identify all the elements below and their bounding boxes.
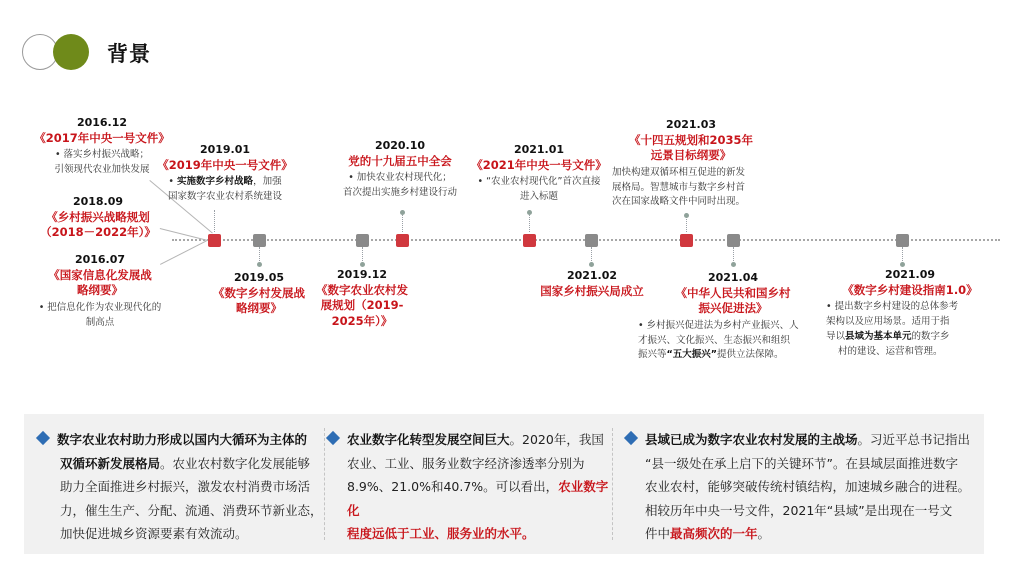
event-desc-bold: “五大振兴” bbox=[666, 349, 718, 361]
dot-2019-12 bbox=[360, 262, 365, 267]
event-2018-09 bbox=[26, 195, 170, 241]
marker-2021-01 bbox=[523, 234, 536, 247]
event-2021-03 bbox=[612, 118, 770, 210]
event-title-line: 振兴促进法》 bbox=[698, 301, 768, 316]
event-date: 2021.09 bbox=[884, 268, 936, 281]
event-desc-line: • 乡村振兴促进法为乡村产业振兴、人 bbox=[638, 319, 799, 331]
event-2016-07 bbox=[26, 253, 174, 330]
event-date: 2020.10 bbox=[374, 139, 426, 152]
card-line: 助力全面推进乡村振兴，激发农村消费市场活 bbox=[60, 479, 311, 494]
card-line: 相较历年中央一号文件，2021年“县域”是出现在一号文 bbox=[645, 502, 953, 518]
event-date: 2019.12 bbox=[336, 268, 388, 281]
event-title-line: 《十四五规划和2035年 bbox=[628, 132, 753, 147]
stem-2021-04 bbox=[733, 247, 734, 261]
event-2021-02 bbox=[530, 269, 654, 299]
card-text: 8.9%、21.0%和40.7%。可以看出， bbox=[347, 479, 559, 494]
event-desc-line: 加快构建双循环相互促进的新发 bbox=[612, 166, 746, 178]
event-desc bbox=[638, 319, 828, 363]
card-line: 加快促进城乡资源要素有效流动。 bbox=[60, 526, 248, 541]
filled-circle-icon bbox=[53, 34, 89, 70]
card-line bbox=[36, 452, 336, 476]
stem-2019-12 bbox=[362, 247, 363, 261]
stem-2021-01 bbox=[529, 212, 530, 232]
event-desc-line: • 落实乡村振兴战略； bbox=[54, 149, 150, 161]
card-line bbox=[326, 428, 616, 452]
stem-2019-01 bbox=[214, 210, 215, 232]
marker-2021-04 bbox=[727, 234, 740, 247]
event-2020-10 bbox=[330, 139, 470, 201]
event-title-line: 略纲要》 bbox=[236, 301, 282, 316]
event-2021-09 bbox=[826, 268, 994, 359]
dot-2021-09 bbox=[900, 262, 905, 267]
stem-2020-10 bbox=[402, 212, 403, 232]
event-desc-line: 次在国家战略文件中同时出现。 bbox=[612, 196, 746, 208]
event-title-line: 《国家信息化发展战 bbox=[48, 267, 152, 282]
event-desc-rest: 的数字乡 bbox=[911, 330, 950, 342]
event-title-line: 《数字乡村发展战 bbox=[213, 285, 305, 300]
diamond-bullet-icon bbox=[36, 431, 50, 445]
marker-2021-02 bbox=[585, 234, 598, 247]
card-line: 农业农村，能够突破传统村镇结构，加速城乡融合的进程。 bbox=[645, 479, 971, 494]
summary-panel bbox=[24, 414, 984, 554]
event-desc-line: • 提出数字乡村建设的总体参考 bbox=[826, 301, 959, 313]
event-desc-line: 架构以及应用场景。适用于指 bbox=[826, 316, 950, 328]
card-text: 。2020年，我国 bbox=[509, 432, 604, 447]
card-bold: 农业数字化转型发展空间巨大 bbox=[347, 432, 510, 447]
event-desc-line: 首次提出实施乡村建设行动 bbox=[342, 187, 457, 199]
card-line: 力，催生生产、分配、流通、消费环节新业态， bbox=[60, 502, 323, 518]
event-desc bbox=[826, 300, 994, 359]
card-divider bbox=[612, 428, 613, 540]
event-desc-bold: 县域为基本单元 bbox=[845, 330, 912, 342]
event-date: 2019.01 bbox=[199, 143, 251, 156]
summary-card-1 bbox=[36, 428, 336, 546]
event-desc-line: 国家数字农业农村系统建设 bbox=[167, 191, 282, 203]
event-title: 国家乡村振兴局成立 bbox=[540, 283, 644, 298]
event-desc-line: 引领现代农业加快发展 bbox=[54, 164, 150, 176]
card-text: 。 bbox=[757, 526, 771, 541]
event-title: 《2019年中央一号文件》 bbox=[157, 157, 293, 172]
dot-2021-03 bbox=[684, 213, 689, 218]
stem-2021-02 bbox=[591, 247, 592, 261]
event-title-line: 展规划（2019- bbox=[320, 298, 404, 313]
event-desc-line: • 加快农业农村现代化； bbox=[348, 172, 452, 184]
event-desc-rest: 振兴等 bbox=[638, 349, 667, 361]
event-title-line: 远景目标纲要》 bbox=[650, 148, 732, 163]
marker-2020-10 bbox=[396, 234, 409, 247]
event-2019-01 bbox=[150, 143, 300, 205]
card-line: “县一级处在承上启下的关键环节”。在县域层面推进数字 bbox=[645, 455, 958, 471]
event-desc-line: 进入标题 bbox=[519, 191, 558, 203]
card-divider bbox=[324, 428, 325, 540]
diamond-bullet-icon bbox=[326, 431, 340, 445]
page-title: 背景 bbox=[107, 42, 151, 66]
event-desc-line bbox=[826, 330, 994, 345]
card-line: 农业、工业、服务业数字经济渗透率分别为 bbox=[347, 455, 585, 471]
event-date: 2016.12 bbox=[76, 116, 128, 129]
event-desc-line: 制高点 bbox=[85, 316, 115, 328]
event-desc-bold: 实施数字乡村战略 bbox=[177, 176, 254, 188]
marker-2019-12 bbox=[356, 234, 369, 247]
event-desc-rest: 提供立法保障。 bbox=[717, 349, 784, 361]
summary-card-2 bbox=[326, 428, 616, 546]
event-desc-line bbox=[638, 348, 828, 363]
marker-2021-09 bbox=[896, 234, 909, 247]
card-text: 。习近平总书记指出 bbox=[857, 432, 971, 447]
card-line bbox=[326, 522, 616, 546]
card-text: 。农业农村数字化发展能够 bbox=[160, 455, 311, 471]
event-desc-line: • 把信息化作为农业现代化的 bbox=[38, 301, 162, 313]
event-desc-rest: 导以 bbox=[826, 330, 846, 342]
event-desc bbox=[150, 175, 300, 204]
event-title: 《2017年中央一号文件》 bbox=[34, 130, 170, 145]
stem-2021-09 bbox=[902, 247, 903, 261]
dot-2021-02 bbox=[589, 262, 594, 267]
event-desc-rest: ，加强 bbox=[253, 176, 282, 188]
card-bold: 数字农业农村助力形成以国内大循环为主体的 bbox=[57, 432, 308, 447]
card-line bbox=[624, 428, 984, 452]
event-2021-01 bbox=[466, 143, 612, 205]
event-2019-12 bbox=[306, 268, 418, 329]
stem-2019-05 bbox=[259, 247, 260, 261]
event-desc-line: • “农业农村现代化”首次直接 bbox=[477, 176, 601, 188]
event-title-line: 《中华人民共和国乡村 bbox=[675, 285, 791, 300]
event-title-line: 2025年）》 bbox=[331, 313, 393, 328]
event-date: 2018.09 bbox=[72, 195, 124, 208]
event-desc-line: • 实施数字乡村战略，加强 bbox=[168, 176, 282, 188]
logo-circles bbox=[22, 34, 92, 70]
dot-2020-10 bbox=[400, 210, 405, 215]
card-highlight: 程度远低于工业、服务业的水平。 bbox=[347, 526, 535, 541]
event-title-line: 《数字农业农村发 bbox=[316, 282, 408, 297]
marker-2021-03 bbox=[680, 234, 693, 247]
event-title: 《2021年中央一号文件》 bbox=[471, 157, 607, 172]
event-desc bbox=[466, 175, 612, 204]
card-bold: 县域已成为数字农业农村发展的主战场 bbox=[645, 432, 858, 447]
event-date: 2021.01 bbox=[513, 143, 565, 156]
event-date: 2021.02 bbox=[566, 269, 618, 282]
event-desc-line: 村的建设、运营和管理。 bbox=[838, 345, 943, 357]
event-2019-05 bbox=[200, 271, 318, 317]
card-bold: 双循环新发展格局 bbox=[60, 455, 161, 471]
event-title: 《数字乡村建设指南1.0》 bbox=[842, 282, 978, 297]
event-date: 2021.03 bbox=[665, 118, 717, 131]
event-title-line: 《乡村振兴战略规划 bbox=[46, 209, 150, 224]
event-date: 2019.05 bbox=[233, 271, 285, 284]
dot-2021-01 bbox=[527, 210, 532, 215]
card-line bbox=[624, 522, 984, 546]
event-desc-line: 才振兴、文化振兴、生态振兴和组织 bbox=[638, 334, 791, 346]
diamond-bullet-icon bbox=[624, 431, 638, 445]
card-text: 件中 bbox=[645, 526, 671, 541]
marker-2019-01 bbox=[208, 234, 221, 247]
event-date: 2021.04 bbox=[707, 271, 759, 284]
event-title-line: （2018－2022年）》 bbox=[40, 225, 156, 240]
event-title-line: 略纲要》 bbox=[77, 283, 123, 298]
event-title: 党的十九届五中全会 bbox=[348, 153, 452, 168]
card-highlight: 最高频次的一年 bbox=[670, 526, 758, 541]
dot-2021-04 bbox=[731, 262, 736, 267]
card-highlight: 农业数字化 bbox=[347, 479, 609, 518]
event-desc bbox=[26, 301, 174, 330]
event-desc bbox=[330, 171, 470, 200]
event-desc-line: 展格局。智慧城市与数字乡村首 bbox=[612, 181, 746, 193]
summary-card-3 bbox=[624, 428, 984, 546]
event-date: 2016.07 bbox=[74, 253, 126, 266]
event-desc bbox=[612, 166, 770, 210]
card-line bbox=[36, 428, 336, 452]
card-line bbox=[326, 475, 616, 522]
marker-2019-05 bbox=[253, 234, 266, 247]
dot-2019-05 bbox=[257, 262, 262, 267]
event-2021-04 bbox=[638, 271, 828, 363]
